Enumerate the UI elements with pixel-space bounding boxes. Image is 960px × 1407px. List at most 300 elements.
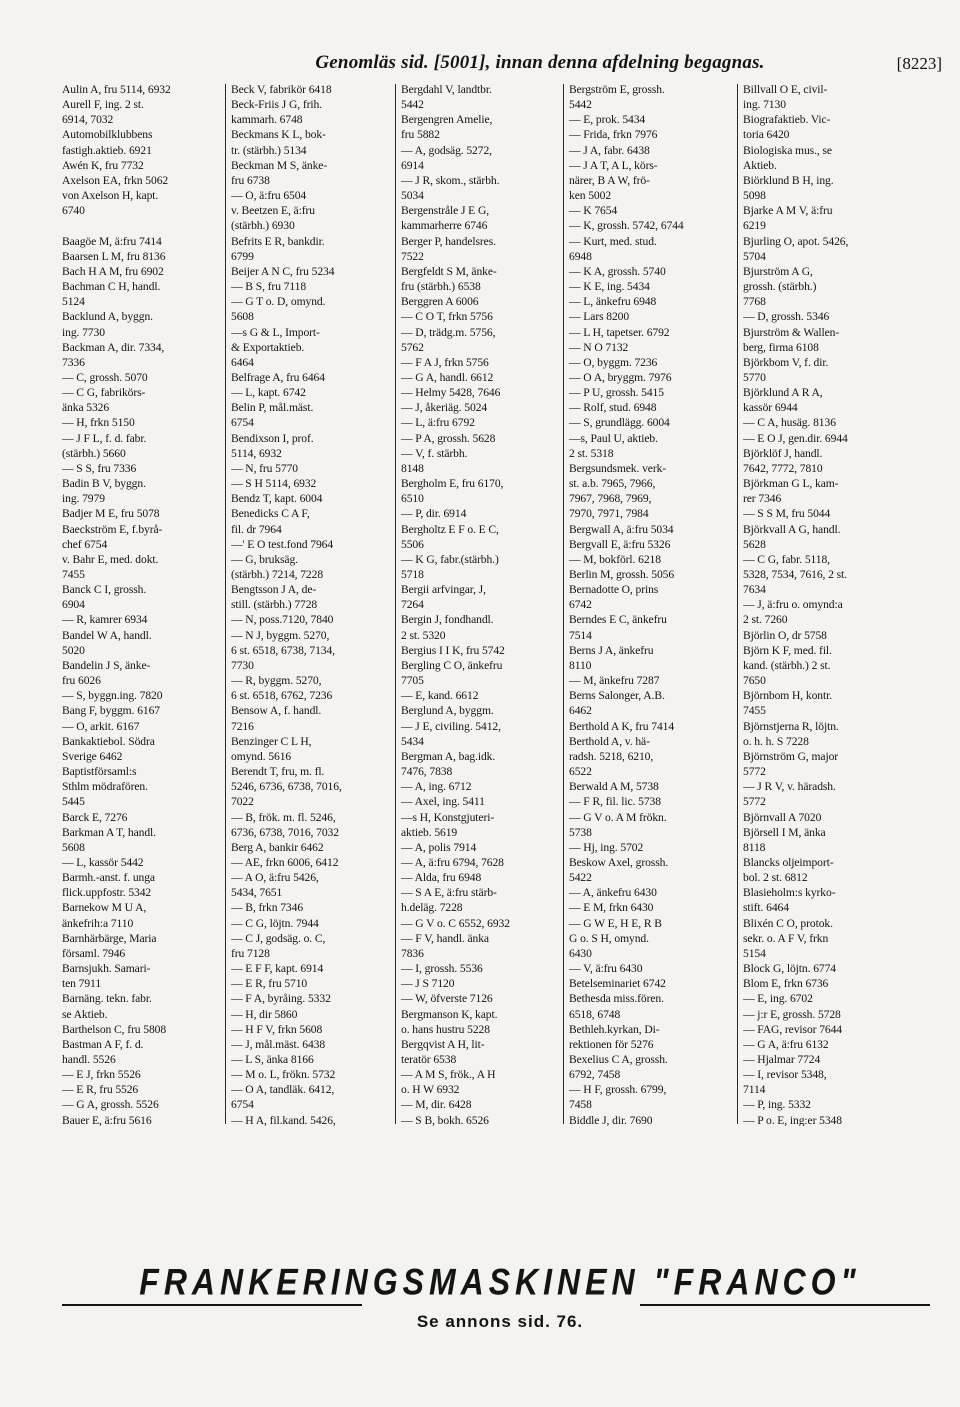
directory-entry: 6754 <box>231 416 254 430</box>
directory-entry: — K, grossh. 5742, 6744 <box>569 219 684 233</box>
directory-entry: Barnäng. tekn. fabr. <box>62 992 152 1006</box>
directory-entry: — A O, ä:fru 5426, <box>231 871 319 885</box>
directory-entry: — AE, frkn 6006, 6412 <box>231 855 339 869</box>
directory-entry: 6736, 6738, 7016, 7032 <box>231 825 339 839</box>
directory-entry: Bernadotte O, prins <box>569 583 659 597</box>
directory-entry: 2 st. 5320 <box>401 628 446 642</box>
directory-entry: — D, grossh. 5346 <box>743 310 830 324</box>
directory-entry: — J, åkeriäg. 5024 <box>401 401 488 415</box>
directory-entry: Baagöe M, ä:fru 7414 <box>62 234 162 248</box>
directory-entry: Berggren A 6006 <box>401 295 479 309</box>
directory-entry: — R, byggm. 5270, <box>231 674 322 688</box>
directory-entry: Baeckström E, f.byrå- <box>62 522 163 536</box>
directory-entry: — Rolf, stud. 6948 <box>569 401 657 415</box>
directory-entry: Biologiska mus., se <box>743 143 832 157</box>
directory-entry: — B, frök. m. fl. 5246, <box>231 810 336 824</box>
directory-entry: — C J, godsäg. o. C, <box>231 931 326 945</box>
directory-entry: fil. dr 7964 <box>231 522 282 536</box>
directory-entry: 7476, 7838 <box>401 765 453 779</box>
directory-entry: Björsell I M, änka <box>743 825 826 839</box>
directory-entry: — B S, fru 7118 <box>231 280 307 294</box>
directory-entry: kammarh. 6748 <box>231 113 303 127</box>
column-divider <box>395 84 396 1124</box>
directory-entry: — F A, byråing. 5332 <box>231 992 331 1006</box>
directory-entry: — J E, civiling. 5412, <box>401 719 501 733</box>
directory-entry: — J, ä:fru o. omynd:a <box>743 598 843 612</box>
directory-entry: 2 st. 5318 <box>569 446 614 460</box>
directory-entry: Blancks oljeimport- <box>743 855 834 869</box>
directory-entry: Bauer E, ä:fru 5616 <box>62 1113 152 1126</box>
directory-entry: — G T o. D, omynd. <box>231 295 326 309</box>
directory-entry: — R, kamrer 6934 <box>62 613 148 627</box>
directory-entry: — S A E, ä:fru stärb- <box>401 886 497 900</box>
directory-entry: handl. 5526 <box>62 1053 116 1066</box>
directory-entry: — E J, frkn 5526 <box>62 1068 141 1082</box>
directory-entry: rer 7346 <box>743 492 782 506</box>
directory-entry: — J R V, v. häradsh. <box>743 780 836 794</box>
directory-entry: — S, grundlägg. 6004 <box>569 416 670 430</box>
directory-entry: 7970, 7971, 7984 <box>569 507 649 521</box>
directory-entry: 5434, 7651 <box>231 886 283 900</box>
directory-entry: — L, kapt. 6742 <box>231 386 306 400</box>
directory-entry: 5608 <box>62 840 85 854</box>
directory-entry: — I, revisor 5348, <box>743 1068 827 1082</box>
directory-entry: — G W E, H E, R B <box>569 916 662 930</box>
directory-columns <box>62 82 954 1126</box>
directory-entry: omynd. 5616 <box>231 749 292 763</box>
directory-entry: — S S, fru 7336 <box>62 461 137 475</box>
directory-entry: 5445 <box>62 795 85 809</box>
directory-entry: — O A, bryggm. 7976 <box>569 370 672 384</box>
directory-entry: Berger P, handelsres. <box>401 234 496 248</box>
directory-entry: Automobilklubbens <box>62 128 153 142</box>
directory-entry: radsh. 5218, 6210, <box>569 749 654 763</box>
directory-entry: — H A, fil.kand. 5426, <box>231 1113 336 1126</box>
directory-entry: — A, ä:fru 6794, 7628 <box>401 855 504 869</box>
directory-entry: Berns Salonger, A.B. <box>569 689 665 703</box>
directory-entry: — G A, handl. 6612 <box>401 370 494 384</box>
directory-entry: Björn K F, med. fil. <box>743 643 832 657</box>
directory-entry: Bergdahl V, landtbr. <box>401 83 492 96</box>
directory-entry: o. hans hustru 5228 <box>401 1022 490 1036</box>
directory-entry: 8148 <box>401 461 424 475</box>
directory-entry: — A, godsäg. 5272, <box>401 143 492 157</box>
page-header <box>0 52 960 86</box>
directory-entry: Björlin O, dr 5758 <box>743 628 827 642</box>
directory-entry: Bergvall E, ä:fru 5326 <box>569 537 671 551</box>
directory-entry: aktieb. 5619 <box>401 825 458 839</box>
directory-entry: Barnsjukh. Samari- <box>62 962 151 976</box>
directory-entry: Bexelius C A, grossh. <box>569 1053 668 1066</box>
directory-entry: — S B, bokh. 6526 <box>401 1113 489 1126</box>
directory-entry: — P o. E, ing:er 5348 <box>743 1113 842 1126</box>
directory-entry: — Axel, ing. 5411 <box>401 795 485 809</box>
directory-entry: fru (stärbh.) 6538 <box>401 280 481 294</box>
directory-entry: Björklund A R A, <box>743 386 823 400</box>
directory-entry: församl. 7946 <box>62 946 126 960</box>
directory-entry: 6799 <box>231 249 254 263</box>
directory-entry: bol. 2 st. 6812 <box>743 871 808 885</box>
advertisement-subtitle: Se annons sid. 76. <box>416 1312 584 1331</box>
directory-entry: — Hjalmar 7724 <box>743 1053 821 1066</box>
directory-entry: 5114, 6932 <box>231 446 282 460</box>
directory-entry: Benzinger C L H, <box>231 734 312 748</box>
directory-entry: Bandel W A, handl. <box>62 628 152 642</box>
directory-entry: 6754 <box>231 1098 254 1112</box>
directory-entry: Badjer M E, fru 5078 <box>62 507 160 521</box>
directory-entry: — FAG, revisor 7644 <box>743 1022 843 1036</box>
directory-entry: — C G, fabrikörs- <box>62 386 146 400</box>
directory-entry: Backman A, dir. 7334, <box>62 340 165 354</box>
directory-entry: — G A, ä:fru 6132 <box>743 1037 829 1051</box>
directory-entry: ken 5002 <box>569 189 612 203</box>
directory-entry: Baptistförsaml:s <box>62 765 137 779</box>
directory-entry: — H F V, frkn 5608 <box>231 1022 323 1036</box>
directory-entry: Berwald A M, 5738 <box>569 780 659 794</box>
directory-entry: Bergwall A, ä:fru 5034 <box>569 522 674 536</box>
directory-entry: — C, grossh. 5070 <box>62 370 148 384</box>
directory-entry: 6464 <box>231 355 254 369</box>
directory-entry: — E R, fru 5710 <box>231 977 308 991</box>
column-divider <box>737 84 738 1124</box>
directory-entry: 5434 <box>401 734 424 748</box>
directory-entry: Bergsundsmek. verk- <box>569 461 667 475</box>
directory-entry: —s G & L, Import- <box>231 325 320 339</box>
directory-entry: — L H, tapetser. 6792 <box>569 325 670 339</box>
directory-entry: Beckmans K L, bok- <box>231 128 326 142</box>
directory-entry: — j:r E, grossh. 5728 <box>743 1007 841 1021</box>
directory-entry: 5442 <box>401 98 424 112</box>
directory-entry: 5718 <box>401 568 424 581</box>
directory-entry: — C A, husäg. 8136 <box>743 416 836 430</box>
directory-entry: 7836 <box>401 946 424 960</box>
directory-entry: 5608 <box>231 310 254 324</box>
directory-entry: kammarherre 6746 <box>401 219 488 233</box>
directory-entry: ing. 7979 <box>62 492 105 506</box>
directory-entry: — Kurt, med. stud. <box>569 234 657 248</box>
directory-entry: — H F, grossh. 6799, <box>569 1083 667 1097</box>
directory-entry: — P, dir. 6914 <box>401 507 467 521</box>
directory-entry: — C G, löjtn. 7944 <box>231 916 319 930</box>
directory-entry: Beckman M S, änke- <box>231 158 328 172</box>
advertisement-rule-right <box>640 1304 930 1306</box>
directory-entry: Bjarke A M V, ä:fru <box>743 204 833 218</box>
directory-entry: Belin P, mål.mäst. <box>231 401 314 415</box>
directory-entry: — Lars 8200 <box>569 310 630 324</box>
directory-entry: — M, änkefru 7287 <box>569 674 660 688</box>
directory-entry: sekr. o. A F V, frkn <box>743 931 829 945</box>
directory-entry: & Exportaktieb. <box>231 340 305 354</box>
directory-entry: 7705 <box>401 674 424 688</box>
advertisement-rule-left <box>62 1304 362 1306</box>
directory-entry: o. H W 6932 <box>401 1083 460 1097</box>
directory-entry: Björkbom V, f. dir. <box>743 355 829 369</box>
directory-entry: — F A J, frkn 5756 <box>401 355 489 369</box>
directory-entry: Sthlm mödrafören. <box>62 780 148 794</box>
directory-entry: 6219 <box>743 219 766 233</box>
directory-entry: Bastman A F, f. d. <box>62 1037 144 1051</box>
directory-entry: toria 6420 <box>743 128 790 142</box>
directory-entry: Sverige 6462 <box>62 749 123 763</box>
directory-entry: Beskow Axel, grossh. <box>569 855 669 869</box>
directory-entry: 6430 <box>569 946 592 960</box>
directory-entry: Berthold A K, fru 7414 <box>569 719 675 733</box>
directory-entry: Björkman G L, kam- <box>743 477 839 491</box>
directory-entry: 5772 <box>743 795 766 809</box>
directory-entry: Bergmanson K, kapt. <box>401 1007 498 1021</box>
directory-entry: 7458 <box>569 1098 592 1112</box>
directory-entry: se Aktieb. <box>62 1007 108 1021</box>
directory-entry: 5246, 6736, 6738, 7016, <box>231 780 342 794</box>
directory-entry: Barck E, 7276 <box>62 810 128 824</box>
directory-entry: 5154 <box>743 946 766 960</box>
directory-entry: — Helmy 5428, 7646 <box>401 386 501 400</box>
directory-entry: 5020 <box>62 643 85 657</box>
directory-entry: Bendz T, kapt. 6004 <box>231 492 323 506</box>
directory-entry: Baarsen L M, fru 8136 <box>62 249 166 263</box>
directory-entry: 7216 <box>231 719 254 733</box>
directory-entry: — O, arkit. 6167 <box>62 719 140 733</box>
directory-entry: Björnbom H, kontr. <box>743 689 833 703</box>
directory-entry: 5098 <box>743 189 766 203</box>
directory-entry: — E, kand. 6612 <box>401 689 479 703</box>
directory-entry: — O A, tandläk. 6412, <box>231 1083 335 1097</box>
directory-entry: Aurell F, ing. 2 st. <box>62 98 144 112</box>
directory-entry: Berns J A, änkefru <box>569 643 654 657</box>
directory-entry: Bergling C O, änkefru <box>401 658 503 672</box>
directory-entry: Bergius I I K, fru 5742 <box>401 643 505 657</box>
directory-entry: fru 6738 <box>231 173 270 187</box>
directory-entry: — J S 7120 <box>401 977 455 991</box>
column-divider <box>563 84 564 1124</box>
directory-entry: teratör 6538 <box>401 1053 457 1066</box>
directory-column-2 <box>231 82 391 1126</box>
directory-entry: chef 6754 <box>62 537 108 551</box>
directory-entry: 6914, 7032 <box>62 113 114 127</box>
directory-entry: — N, fru 5770 <box>231 461 298 475</box>
directory-entry: rektionen för 5276 <box>569 1037 654 1051</box>
directory-entry: 5506 <box>401 537 424 551</box>
directory-entry: Aktieb. <box>743 158 777 172</box>
directory-entry: Berendt T, fru, m. fl. <box>231 765 325 779</box>
directory-entry: — E, prok. 5434 <box>569 113 646 127</box>
directory-entry: Berg A, bankir 6462 <box>231 840 324 854</box>
directory-entry: 5422 <box>569 871 592 885</box>
directory-entry: flick.uppfostr. 5342 <box>62 886 152 900</box>
directory-entry: kand. (stärbh.) 2 st. <box>743 658 831 672</box>
directory-entry: Benedicks C A F, <box>231 507 310 521</box>
column-divider <box>225 84 226 1124</box>
directory-entry: Backlund A, byggn. <box>62 310 153 324</box>
page-reference: [8223] <box>896 54 942 73</box>
directory-column-4 <box>569 82 733 1126</box>
directory-entry: 6740 <box>62 204 85 218</box>
directory-entry: — A, ing. 6712 <box>401 780 472 794</box>
directory-entry: — E O J, gen.dir. 6944 <box>743 431 848 445</box>
directory-entry: still. (stärbh.) 7728 <box>231 598 318 612</box>
directory-entry: Bethesda miss.fören. <box>569 992 664 1006</box>
directory-entry: — P A, grossh. 5628 <box>401 431 496 445</box>
directory-entry: Berndes E C, änkefru <box>569 613 667 627</box>
directory-entry: — O, byggm. 7236 <box>569 355 658 369</box>
directory-entry: Bergenstråle J E G, <box>401 204 490 218</box>
directory-entry: 6792, 7458 <box>569 1068 621 1082</box>
directory-entry: Blom E, frkn 6736 <box>743 977 829 991</box>
directory-entry: 7634 <box>743 583 766 597</box>
directory-entry: — L, ä:fru 6792 <box>401 416 475 430</box>
directory-entry: — Alda, fru 6948 <box>401 871 482 885</box>
directory-entry: — L S, änka 8166 <box>231 1053 314 1066</box>
directory-entry: 5034 <box>401 189 424 203</box>
directory-entry: Biddle J, dir. 7690 <box>569 1113 653 1126</box>
directory-entry: stift. 6464 <box>743 901 789 915</box>
directory-entry: Belfrage A, fru 6464 <box>231 370 325 384</box>
directory-entry: Bjurström A G, <box>743 264 813 278</box>
directory-entry: Barkman A T, handl. <box>62 825 156 839</box>
directory-entry: — F R, fil. lic. 5738 <box>569 795 661 809</box>
directory-entry: 5762 <box>401 340 424 354</box>
directory-entry: 6948 <box>569 249 592 263</box>
directory-entry: 6462 <box>569 704 592 718</box>
directory-entry: Bethleh.kyrkan, Di- <box>569 1022 660 1036</box>
directory-entry: —s, Paul U, aktieb. <box>569 431 658 445</box>
directory-entry: Björkvall A G, handl. <box>743 522 841 536</box>
directory-entry: Biörklund B H, ing. <box>743 173 834 187</box>
directory-entry: Barmh.-anst. f. unga <box>62 871 155 885</box>
directory-entry: — G A, grossh. 5526 <box>62 1098 159 1112</box>
directory-entry: 6742 <box>569 598 592 612</box>
directory-entry: — H, frkn 5150 <box>62 416 135 430</box>
directory-entry: 5124 <box>62 295 85 309</box>
directory-entry: — K 7654 <box>569 204 618 218</box>
directory-entry: Beck-Friis J G, frih. <box>231 98 322 112</box>
directory-entry: —s H, Konstgjuteri- <box>401 810 495 824</box>
header-note: Genomläs sid. [5001], innan denna afdelning begagnas. <box>315 52 765 73</box>
directory-entry: — B, frkn 7346 <box>231 901 304 915</box>
directory-entry: — E F F, kapt. 6914 <box>231 962 324 976</box>
directory-entry <box>62 218 222 233</box>
directory-entry: — E, ing. 6702 <box>743 992 813 1006</box>
directory-entry: — G V o. C 6552, 6932 <box>401 916 510 930</box>
directory-entry: — A, polis 7914 <box>401 840 477 854</box>
directory-entry: Björnvall A 7020 <box>743 810 822 824</box>
directory-entry: Block G, löjtn. 6774 <box>743 962 837 976</box>
directory-entry: 7730 <box>231 658 254 672</box>
directory-entry: Billvall O E, civil- <box>743 83 828 96</box>
directory-entry: Banck C I, grossh. <box>62 583 147 597</box>
directory-entry: Blixén C O, protok. <box>743 916 833 930</box>
directory-entry: — K G, fabr.(stärbh.) <box>401 552 499 566</box>
directory-entry: — P, ing. 5332 <box>743 1098 811 1112</box>
directory-entry: — D, trädg.m. 5756, <box>401 325 496 339</box>
directory-column-1 <box>62 82 222 1126</box>
directory-entry: Bengtsson J A, de- <box>231 583 317 597</box>
directory-entry: — J A T, A L, körs- <box>569 158 658 172</box>
directory-entry: —' E O test.fond 7964 <box>231 537 334 551</box>
directory-entry: Betelseminariet 6742 <box>569 977 666 991</box>
directory-entry: — V, ä:fru 6430 <box>569 962 643 976</box>
directory-entry: fru 6026 <box>62 674 101 688</box>
directory-entry: — N, poss.7120, 7840 <box>231 613 334 627</box>
directory-entry: 7514 <box>569 628 592 642</box>
directory-entry: 7642, 7772, 7810 <box>743 461 823 475</box>
directory-entry: — K A, grossh. 5740 <box>569 264 666 278</box>
directory-entry: 6522 <box>569 765 592 779</box>
directory-entry: 7455 <box>743 704 766 718</box>
directory-entry: 6904 <box>62 598 85 612</box>
directory-entry: — J, mål.mäst. 6438 <box>231 1037 326 1051</box>
directory-entry: Bach H A M, fru 6902 <box>62 264 164 278</box>
advertisement-title: FRANKERINGSMASKINEN "FRANCO" <box>139 1261 861 1303</box>
directory-entry: Barthelson C, fru 5808 <box>62 1022 167 1036</box>
directory-entry: Berlin M, grossh. 5056 <box>569 568 675 581</box>
directory-entry: 5738 <box>569 825 592 839</box>
directory-entry: Bankaktiebol. Södra <box>62 734 155 748</box>
directory-entry: ing. 7730 <box>62 325 105 339</box>
directory-entry: Aulin A, fru 5114, 6932 <box>62 83 171 96</box>
directory-entry: 5704 <box>743 249 766 263</box>
directory-entry: — S H 5114, 6932 <box>231 477 317 491</box>
directory-entry: Bergholm E, fru 6170, <box>401 477 504 491</box>
directory-entry: — M o. L, frökn. 5732 <box>231 1068 336 1082</box>
directory-entry: 7455 <box>62 568 85 581</box>
directory-entry: Badin B V, byggn. <box>62 477 146 491</box>
directory-entry: Barnhärbärge, Maria <box>62 931 157 945</box>
directory-column-3 <box>401 82 559 1126</box>
directory-entry: — O, ä:fru 6504 <box>231 189 307 203</box>
directory-entry: — E M, frkn 6430 <box>569 901 654 915</box>
directory-entry: — G V o. A M frökn. <box>569 810 667 824</box>
directory-entry: — I, grossh. 5536 <box>401 962 483 976</box>
directory-entry: (stärbh.) 6930 <box>231 219 295 233</box>
directory-entry: Björnström G, major <box>743 749 839 763</box>
directory-entry: 7264 <box>401 598 424 612</box>
directory-entry: 5328, 7534, 7616, 2 st. <box>743 568 847 581</box>
directory-entry: 2 st. 7260 <box>743 613 788 627</box>
directory-entry: ing. 7130 <box>743 98 786 112</box>
directory-entry: Björnstjerna R, löjtn. <box>743 719 839 733</box>
directory-entry: — M, dir. 6428 <box>401 1098 472 1112</box>
directory-entry: 7114 <box>743 1083 766 1097</box>
directory-entry: — J F L, f. d. fabr. <box>62 431 147 445</box>
directory-entry: — C G, fabr. 5118, <box>743 552 830 566</box>
directory-entry: Björklöf J, handl. <box>743 446 823 460</box>
directory-entry: h.deläg. 7228 <box>401 901 463 915</box>
directory-entry: von Axelson H, kapt. <box>62 189 159 203</box>
advertisement-banner <box>60 1258 940 1338</box>
directory-entry: — J R, skom., stärbh. <box>401 173 500 187</box>
directory-entry: Bergin J, fondhandl. <box>401 613 494 627</box>
directory-entry: Bergholtz E F o. E C, <box>401 522 499 536</box>
directory-entry: änkefrih:a 7110 <box>62 916 134 930</box>
directory-entry: Bang F, byggm. 6167 <box>62 704 160 718</box>
directory-entry: — L, änkefru 6948 <box>569 295 657 309</box>
directory-entry: 7022 <box>231 795 254 809</box>
directory-entry: Bergqvist A H, lit- <box>401 1037 485 1051</box>
directory-entry: — W, öfverste 7126 <box>401 992 493 1006</box>
directory-entry: Barnekow M U A, <box>62 901 147 915</box>
directory-entry: 6510 <box>401 492 424 506</box>
directory-entry: st. a.b. 7965, 7966, <box>569 477 656 491</box>
directory-entry: tr. (stärbh.) 5134 <box>231 143 307 157</box>
directory-entry: 5628 <box>743 537 766 551</box>
directory-entry: — N J, byggm. 5270, <box>231 628 330 642</box>
directory-entry: Bergman A, bag.idk. <box>401 749 496 763</box>
directory-entry: — E R, fru 5526 <box>62 1083 139 1097</box>
directory-entry: 8118 <box>743 840 766 854</box>
directory-entry: — C O T, frkn 5756 <box>401 310 493 324</box>
directory-entry: ten 7911 <box>62 977 102 991</box>
